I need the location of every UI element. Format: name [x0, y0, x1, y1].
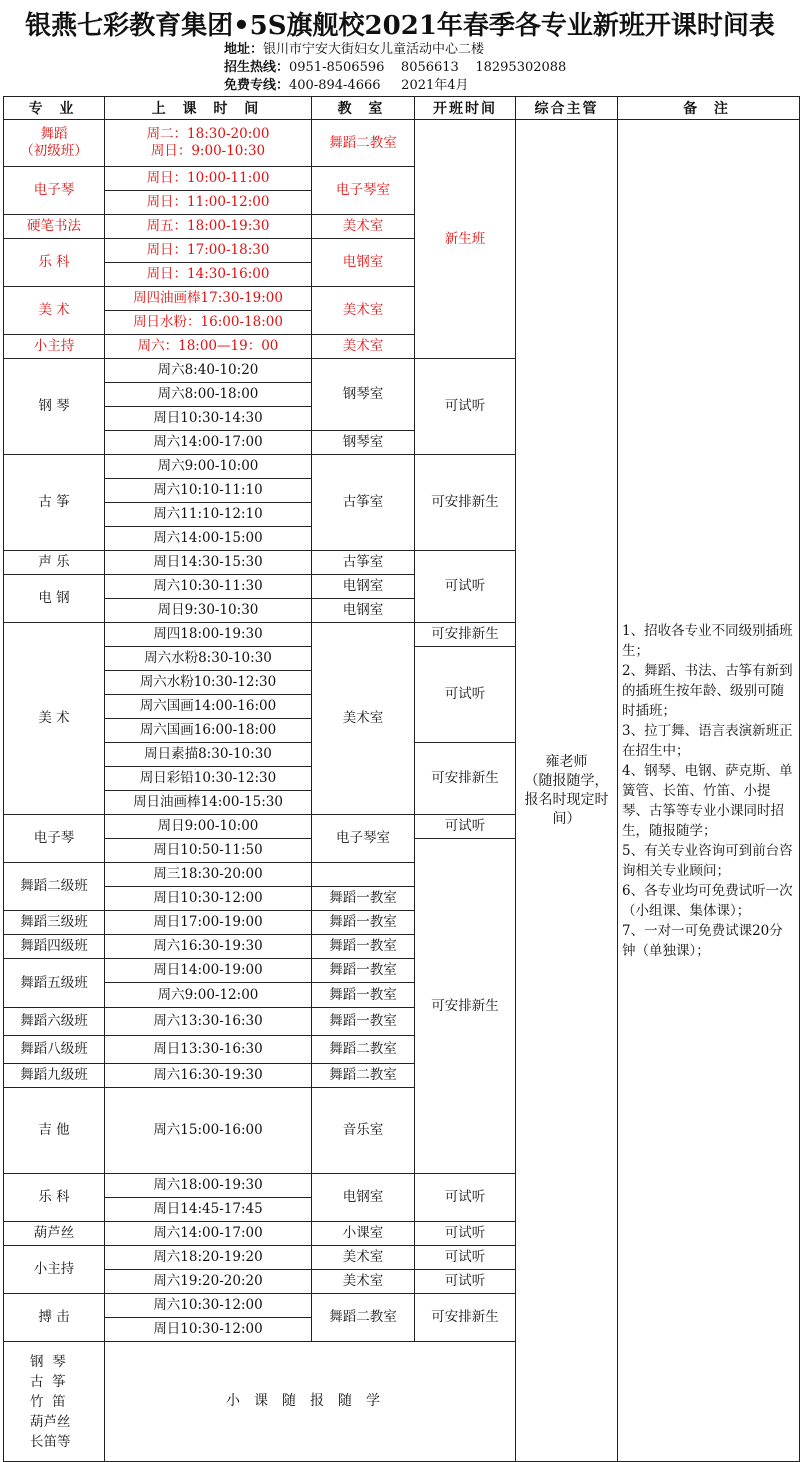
- open-cell: 可试听: [415, 551, 516, 623]
- room-cell: 钢琴室: [312, 431, 415, 455]
- time-cell: 周六水粉8:30-10:30: [105, 647, 312, 671]
- room-cell: 小课室: [312, 1222, 415, 1246]
- col-major: 专 业: [4, 97, 105, 120]
- time-cell: 周日10:30-12:00: [105, 1318, 312, 1342]
- room-cell: 美术室: [312, 1270, 415, 1294]
- notes-cell: 1、招收各专业不同级别插班生； 2、舞蹈、书法、古筝有新到的插班生按年龄、级别可随时插班； 3、拉丁舞、语言表演新班正在招生中； 4、钢琴、电钢、萨克斯、单簧管、长笛、竹笛、小提琴、古筝等专业小课同时招生，随报随学； 5、有关专业咨询可到前台咨询相关专业顾问； 6、各专业均可免费试听一次（小组课、集体课）； 7、一对一可免费试课20分钟（单独课）；: [618, 120, 800, 1462]
- major-cell: 舞蹈三级班: [4, 911, 105, 935]
- major-cell: 舞蹈二级班: [4, 863, 105, 911]
- room-cell: 古筝室: [312, 551, 415, 575]
- time-cell: 周六14:00-15:00: [105, 527, 312, 551]
- time-cell: 周日：14:30-16:00: [105, 263, 312, 287]
- major-cell: 电 钢: [4, 575, 105, 623]
- major-cell: 乐 科: [4, 239, 105, 287]
- free-line: 免费专线：400-894-4666 2021年4月: [224, 78, 469, 93]
- col-time: 上 课 时 间: [105, 97, 312, 120]
- major-cell: 小主持: [4, 335, 105, 359]
- major-cell: 舞蹈八级班: [4, 1036, 105, 1064]
- open-cell: 可安排新生: [415, 1294, 516, 1342]
- room-cell: 舞蹈一教室: [312, 935, 415, 959]
- room-cell: 美术室: [312, 335, 415, 359]
- room-cell: 电钢室: [312, 1174, 415, 1222]
- open-cell: 可试听: [415, 359, 516, 455]
- time-cell: 周四18:00-19:30: [105, 623, 312, 647]
- major-cell: 电子琴: [4, 815, 105, 863]
- room-cell: 电钢室: [312, 599, 415, 623]
- time-cell: 周日9:30-10:30: [105, 599, 312, 623]
- time-cell: 周六水粉10:30-12:30: [105, 671, 312, 695]
- time-cell: 周日：11:00-12:00: [105, 191, 312, 215]
- open-cell: 可安排新生: [415, 455, 516, 551]
- time-cell: 周六13:30-16:30: [105, 1008, 312, 1036]
- major-cell: 舞蹈四级班: [4, 935, 105, 959]
- time-cell: 周六国画16:00-18:00: [105, 719, 312, 743]
- major-cell: 舞蹈九级班: [4, 1064, 105, 1088]
- time-cell: 周日13:30-16:30: [105, 1036, 312, 1064]
- time-cell: 周日14:00-19:00: [105, 959, 312, 983]
- time-cell: 周日彩铅10:30-12:30: [105, 767, 312, 791]
- open-cell: 可试听: [415, 1174, 516, 1222]
- time-cell: 周六10:30-11:30: [105, 575, 312, 599]
- open-cell: 可安排新生: [415, 743, 516, 815]
- room-cell: 舞蹈二教室: [312, 1294, 415, 1342]
- col-room: 教 室: [312, 97, 415, 120]
- room-cell: 音乐室: [312, 1088, 415, 1174]
- small-class-list: 钢 琴 古 筝 竹 笛 葫芦丝 长笛等: [4, 1342, 105, 1462]
- room-cell: 舞蹈一教室: [312, 959, 415, 983]
- time-cell: 周六16:30-19:30: [105, 935, 312, 959]
- time-cell: 周日水粉：16:00-18:00: [105, 311, 312, 335]
- major-cell: 美 术: [4, 287, 105, 335]
- major-cell: 舞蹈 （初级班）: [4, 120, 105, 167]
- time-cell: 周三18:30-20:00: [105, 863, 312, 887]
- schedule-table: [3, 96, 800, 1462]
- time-cell: 周日10:50-11:50: [105, 839, 312, 863]
- open-cell: 可试听: [415, 1222, 516, 1246]
- room-cell: 舞蹈二教室: [312, 120, 415, 167]
- time-cell: 周日9:00-10:00: [105, 815, 312, 839]
- time-cell: 周日素描8:30-10:30: [105, 743, 312, 767]
- time-cell: 周日14:45-17:45: [105, 1198, 312, 1222]
- major-cell: 舞蹈五级班: [4, 959, 105, 1008]
- time-cell: 周六10:30-12:00: [105, 1294, 312, 1318]
- room-cell: 舞蹈二教室: [312, 1036, 415, 1064]
- open-cell: 新生班: [415, 120, 516, 359]
- major-cell: 电子琴: [4, 167, 105, 215]
- major-cell: 乐 科: [4, 1174, 105, 1222]
- room-cell: 钢琴室: [312, 359, 415, 431]
- major-cell: 美 术: [4, 623, 105, 815]
- open-cell: 可试听: [415, 1270, 516, 1294]
- address-line: 地址：银川市宁安大街妇女儿童活动中心二楼: [224, 42, 485, 57]
- room-cell: 舞蹈一教室: [312, 983, 415, 1008]
- time-cell: 周日10:30-12:00: [105, 887, 312, 911]
- room-cell: 古筝室: [312, 455, 415, 551]
- time-cell: 周六11:10-12:10: [105, 503, 312, 527]
- time-cell: 周日17:00-19:00: [105, 911, 312, 935]
- room-cell: 舞蹈一教室: [312, 1008, 415, 1036]
- room-cell: 美术室: [312, 287, 415, 335]
- room-cell: 电子琴室: [312, 815, 415, 863]
- time-cell: 周六16:30-19:30: [105, 1064, 312, 1088]
- time-cell: 周六19:20-20:20: [105, 1270, 312, 1294]
- table-header: [4, 97, 800, 120]
- room-cell: [312, 863, 415, 887]
- major-cell: 声 乐: [4, 551, 105, 575]
- major-cell: 硬笔书法: [4, 215, 105, 239]
- time-cell: 周日10:30-14:30: [105, 407, 312, 431]
- room-cell: 舞蹈一教室: [312, 911, 415, 935]
- time-cell: 周六18:00-19:30: [105, 1174, 312, 1198]
- col-supervisor: 综合主管: [516, 97, 618, 120]
- room-cell: 舞蹈一教室: [312, 887, 415, 911]
- room-cell: 电子琴室: [312, 167, 415, 215]
- major-cell: 小主持: [4, 1246, 105, 1294]
- time-cell: 周六14:00-17:00: [105, 431, 312, 455]
- time-cell: 周六10:10-11:10: [105, 479, 312, 503]
- room-cell: 美术室: [312, 215, 415, 239]
- time-cell: 周五：18:00-19:30: [105, 215, 312, 239]
- open-cell: 可安排新生: [415, 623, 516, 647]
- header: [0, 0, 800, 96]
- hotline-line: 招生热线：0951-8506596 8056613 18295302088: [224, 60, 567, 75]
- time-cell: 周日油画棒14:00-15:30: [105, 791, 312, 815]
- time-cell: 周日14:30-15:30: [105, 551, 312, 575]
- room-cell: 美术室: [312, 623, 415, 815]
- major-cell: 舞蹈六级班: [4, 1008, 105, 1036]
- major-cell: 葫芦丝: [4, 1222, 105, 1246]
- major-cell: 古 筝: [4, 455, 105, 551]
- supervisor-cell: 雍老师 （随报随学， 报名时现定时 间）: [516, 120, 618, 1462]
- time-cell: 周六国画14:00-16:00: [105, 695, 312, 719]
- room-cell: 电钢室: [312, 575, 415, 599]
- open-cell: 可试听: [415, 647, 516, 743]
- time-cell: 周日：17:00-18:30: [105, 239, 312, 263]
- room-cell: 电钢室: [312, 239, 415, 287]
- open-cell: 可试听: [415, 815, 516, 839]
- open-cell: 可安排新生: [415, 839, 516, 1174]
- time-cell: 周六18:20-19:20: [105, 1246, 312, 1270]
- table-row: [4, 120, 800, 167]
- small-class-text: 小课随报随学: [105, 1342, 516, 1462]
- time-cell: 周日：10:00-11:00: [105, 167, 312, 191]
- time-cell: 周六9:00-10:00: [105, 455, 312, 479]
- time-cell: 周六8:40-10:20: [105, 359, 312, 383]
- time-cell: 周六：18:00—19：00: [105, 335, 312, 359]
- col-notes: 备 注: [618, 97, 800, 120]
- page-title: 银燕七彩教育集团•5S旗舰校2021年春季各专业新班开课时间表: [25, 11, 775, 41]
- room-cell: 舞蹈二教室: [312, 1064, 415, 1088]
- time-cell: 周二：18:30-20:00 周日：9:00-10:30: [105, 120, 312, 167]
- open-cell: 可试听: [415, 1246, 516, 1270]
- time-cell: 周六14:00-17:00: [105, 1222, 312, 1246]
- time-cell: 周四油画棒17:30-19:00: [105, 287, 312, 311]
- major-cell: 搏 击: [4, 1294, 105, 1342]
- major-cell: 吉 他: [4, 1088, 105, 1174]
- major-cell: 钢 琴: [4, 359, 105, 455]
- time-cell: 周六9:00-12:00: [105, 983, 312, 1008]
- time-cell: 周六15:00-16:00: [105, 1088, 312, 1174]
- time-cell: 周六8:00-18:00: [105, 383, 312, 407]
- room-cell: 美术室: [312, 1246, 415, 1270]
- col-open: 开班时间: [415, 97, 516, 120]
